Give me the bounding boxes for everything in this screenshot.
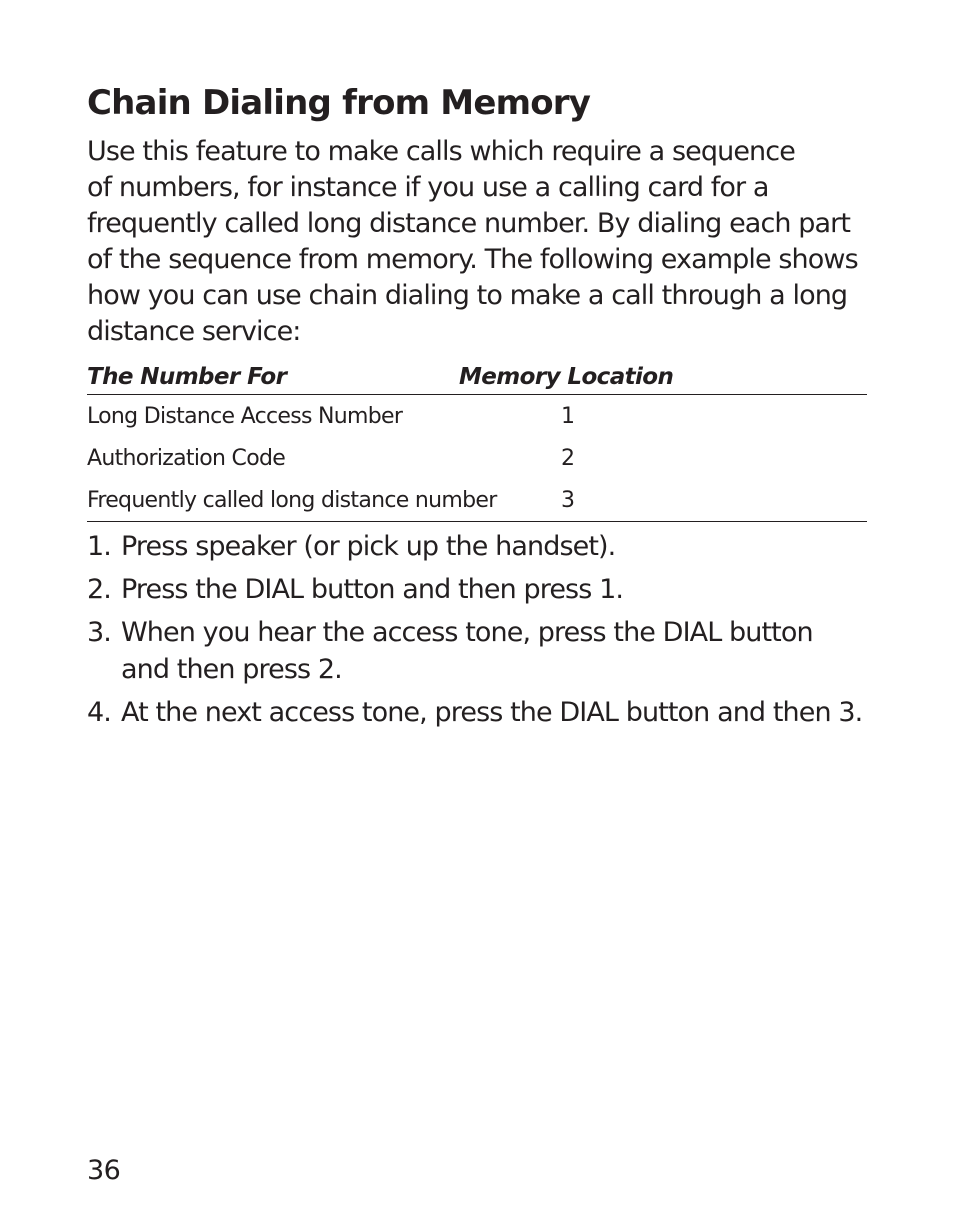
step-number: 4. (87, 697, 111, 728)
intro-line: of numbers, for instance if you use a calling card for a (87, 172, 769, 203)
step-text: At the next access tone, press the DIAL button and then 3. (121, 697, 863, 728)
row-label: Long Distance Access Number (87, 404, 403, 429)
manual-page (87, 80, 867, 737)
table-row (87, 437, 867, 479)
table-row (87, 479, 867, 522)
row-memory-location: 1 (561, 404, 575, 429)
intro-line: how you can use chain dialing to make a call through a long (87, 280, 848, 311)
intro-paragraph (87, 134, 877, 350)
row-memory-location: 3 (561, 488, 575, 513)
row-memory-location: 2 (561, 446, 575, 471)
intro-line: frequently called long distance number. By dialing each part (87, 208, 851, 239)
step-number: 3. (87, 617, 111, 648)
page-number: 36 (87, 1155, 121, 1186)
intro-line: distance service: (87, 316, 301, 347)
intro-line: Use this feature to make calls which require a sequence (87, 136, 795, 167)
list-item (87, 528, 867, 565)
step-text: Press the DIAL button and then press 1. (121, 574, 624, 605)
page-title: Chain Dialing from Memory (87, 83, 591, 123)
column-header-memory-location: Memory Location (459, 364, 674, 390)
step-number: 2. (87, 574, 111, 605)
table-row (87, 395, 867, 437)
step-number: 1. (87, 531, 111, 562)
row-label: Authorization Code (87, 446, 286, 471)
steps-list (87, 528, 867, 731)
memory-location-table (87, 362, 867, 522)
column-header-number-for: The Number For (87, 364, 287, 390)
step-text: Press speaker (or pick up the handset). (121, 531, 616, 562)
list-item (87, 694, 867, 731)
row-label: Frequently called long distance number (87, 488, 497, 513)
step-text: When you hear the access tone, press the DIAL button and then press 2. (121, 617, 813, 685)
list-item (87, 571, 867, 608)
list-item (87, 614, 867, 688)
table-header (87, 362, 867, 395)
intro-line: of the sequence from memory. The following example shows (87, 244, 858, 275)
